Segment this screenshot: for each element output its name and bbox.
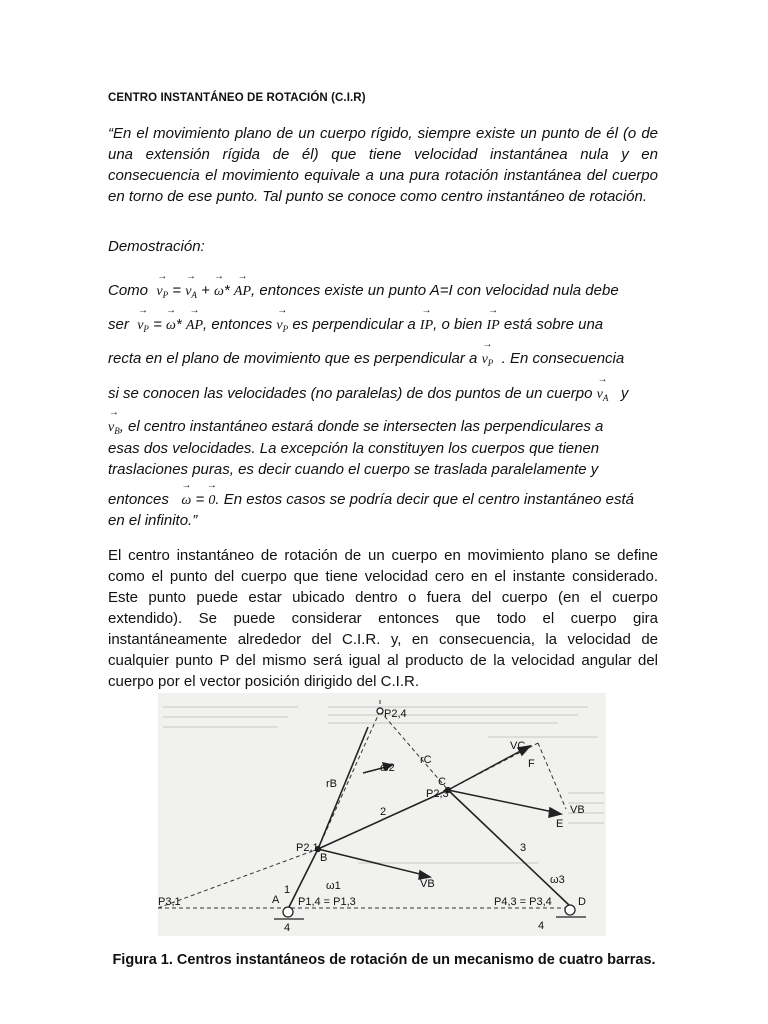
label-w2: ω2: [380, 762, 395, 774]
vector-omega: → ω: [181, 493, 191, 509]
section-heading: CENTRO INSTANTÁNEO DE ROTACIÓN (C.I.R): [108, 92, 366, 104]
figure-caption: Figura 1. Centros instantáneos de rotación de un mecanismo de cuatro barras.: [112, 952, 656, 968]
label-c: C: [438, 776, 446, 788]
vector-omega: → ω: [214, 284, 224, 300]
demo-text: ser: [108, 316, 129, 333]
label-rb: rB: [326, 778, 337, 790]
label-a: A: [272, 894, 280, 906]
label-link4a: 4: [284, 922, 291, 934]
label-link2: 2: [380, 806, 387, 818]
label-vc: VC: [510, 740, 526, 752]
demo-text: entonces: [108, 491, 169, 508]
vector-vp: → $v_P$: [156, 284, 168, 300]
vector-vb: → $v_B$: [108, 420, 120, 436]
demo-line-2: ser → $v_P$ = → ω* → AP, entonces → $v_P$ es perpendicular a → IP, o bien → IP está sobre una: [108, 316, 658, 334]
demo-text: , o bien: [433, 316, 483, 333]
vector-vp: → $v_P$: [482, 352, 494, 368]
vector-va: → $v_A$: [185, 284, 197, 300]
label-p24: P2,4: [384, 708, 407, 720]
label-w1: ω1: [326, 880, 341, 892]
label-p14: P1,4 = P1,3: [298, 896, 356, 908]
label-vb-right: VB: [570, 804, 585, 816]
label-link1: 1: [284, 884, 291, 896]
label-w3: ω3: [550, 874, 565, 886]
label-b: B: [320, 852, 328, 864]
vector-ip: → IP: [420, 318, 433, 334]
body-paragraph: El centro instantáneo de rotación de un cuerpo en movimiento plano se define como el punto del cuerpo que tiene velocidad cero en el instante considerado. Este punto puede estar ubicado dentro o fuera del cuerpo (en el cuerpo extendido). Se puede considerar entonces que todo el cuerpo gira instantáneamente alrededor del C.I.R. y, en consecuencia, la velocidad de cualquier punto P del mismo será igual al producto de la velocidad angular del cuerpo por el vector posición dirigido del C.I.R.: [108, 547, 658, 690]
demo-line-4: [108, 385, 658, 403]
demo-line-1: Como → $v_P$ = → $v_A$ + → ω* → AP, entonces existe un punto A=I con velocidad nula debe: [108, 282, 658, 300]
vector-vp: → $v_P$: [276, 318, 288, 334]
demo-label: Demostración:: [108, 238, 205, 255]
label-p31: P3,1: [158, 896, 181, 908]
demo-text: . En consecuencia: [501, 350, 625, 367]
vector-va: → $v_A$: [597, 387, 609, 403]
demo-text: , entonces: [203, 316, 273, 333]
demo-text: Como: [108, 282, 149, 299]
label-vb: VB: [420, 878, 435, 890]
demo-line-3: [108, 350, 658, 368]
demo-text: está sobre una: [503, 316, 604, 333]
label-p43: P4,3 = P3,4: [494, 896, 552, 908]
demo-text: , el centro instantáneo estará donde se intersecten las perpendiculares a: [119, 418, 604, 435]
label-d: D: [578, 896, 586, 908]
demo-line-6: esas dos velocidades. La excepción la constituyen los cuerpos que tienen: [108, 440, 600, 457]
demo-text: . En estos casos se podría decir que el centro instantáneo está: [215, 491, 634, 508]
label-p23: P2,3: [426, 788, 449, 800]
label-e: E: [556, 818, 564, 830]
demo-text: es perpendicular a: [292, 316, 416, 333]
vector-vp: → $v_P$: [137, 318, 149, 334]
label-f: F: [528, 758, 535, 770]
vector-ip: → IP: [487, 318, 500, 334]
vector-ap: → AP: [234, 284, 251, 300]
demo-text: , entonces existe un punto A=I con velocidad nula debe: [251, 282, 619, 299]
demo-line-5: [108, 418, 658, 436]
label-p21: P2,1: [296, 842, 319, 854]
label-link3: 3: [520, 842, 527, 854]
label-link4b: 4: [538, 920, 545, 932]
four-bar-mechanism-figure: [158, 693, 606, 936]
demo-line-8: entonces → ω = → 0. En estos casos se podría decir que el centro instantáneo está: [108, 491, 658, 509]
label-rc: rC: [420, 754, 432, 766]
demo-line-7: traslaciones puras, es decir cuando el cuerpo se traslada paralelamente y: [108, 461, 599, 478]
demo-text: si se conocen las velocidades (no paralelas) de dos puntos de un cuerpo: [108, 385, 593, 402]
quote-paragraph: “En el movimiento plano de un cuerpo rígido, siempre existe un punto de él (o de una extensión rígida de él) que tiene velocidad instantánea nula y en consecuencia el movimiento equivale a una pura rotación instantánea del cuerpo en torno de ese punto. Tal punto se conoce como centro instantáneo de rotación.: [108, 125, 658, 205]
demo-text: y: [620, 385, 629, 402]
demo-line-9: en el infinito.”: [108, 512, 198, 529]
demo-text: recta en el plano de movimiento que es perpendicular a: [108, 350, 478, 367]
vector-omega: → ω: [166, 318, 176, 334]
vector-zero: → 0: [208, 493, 215, 509]
vector-ap: → AP: [186, 318, 203, 334]
